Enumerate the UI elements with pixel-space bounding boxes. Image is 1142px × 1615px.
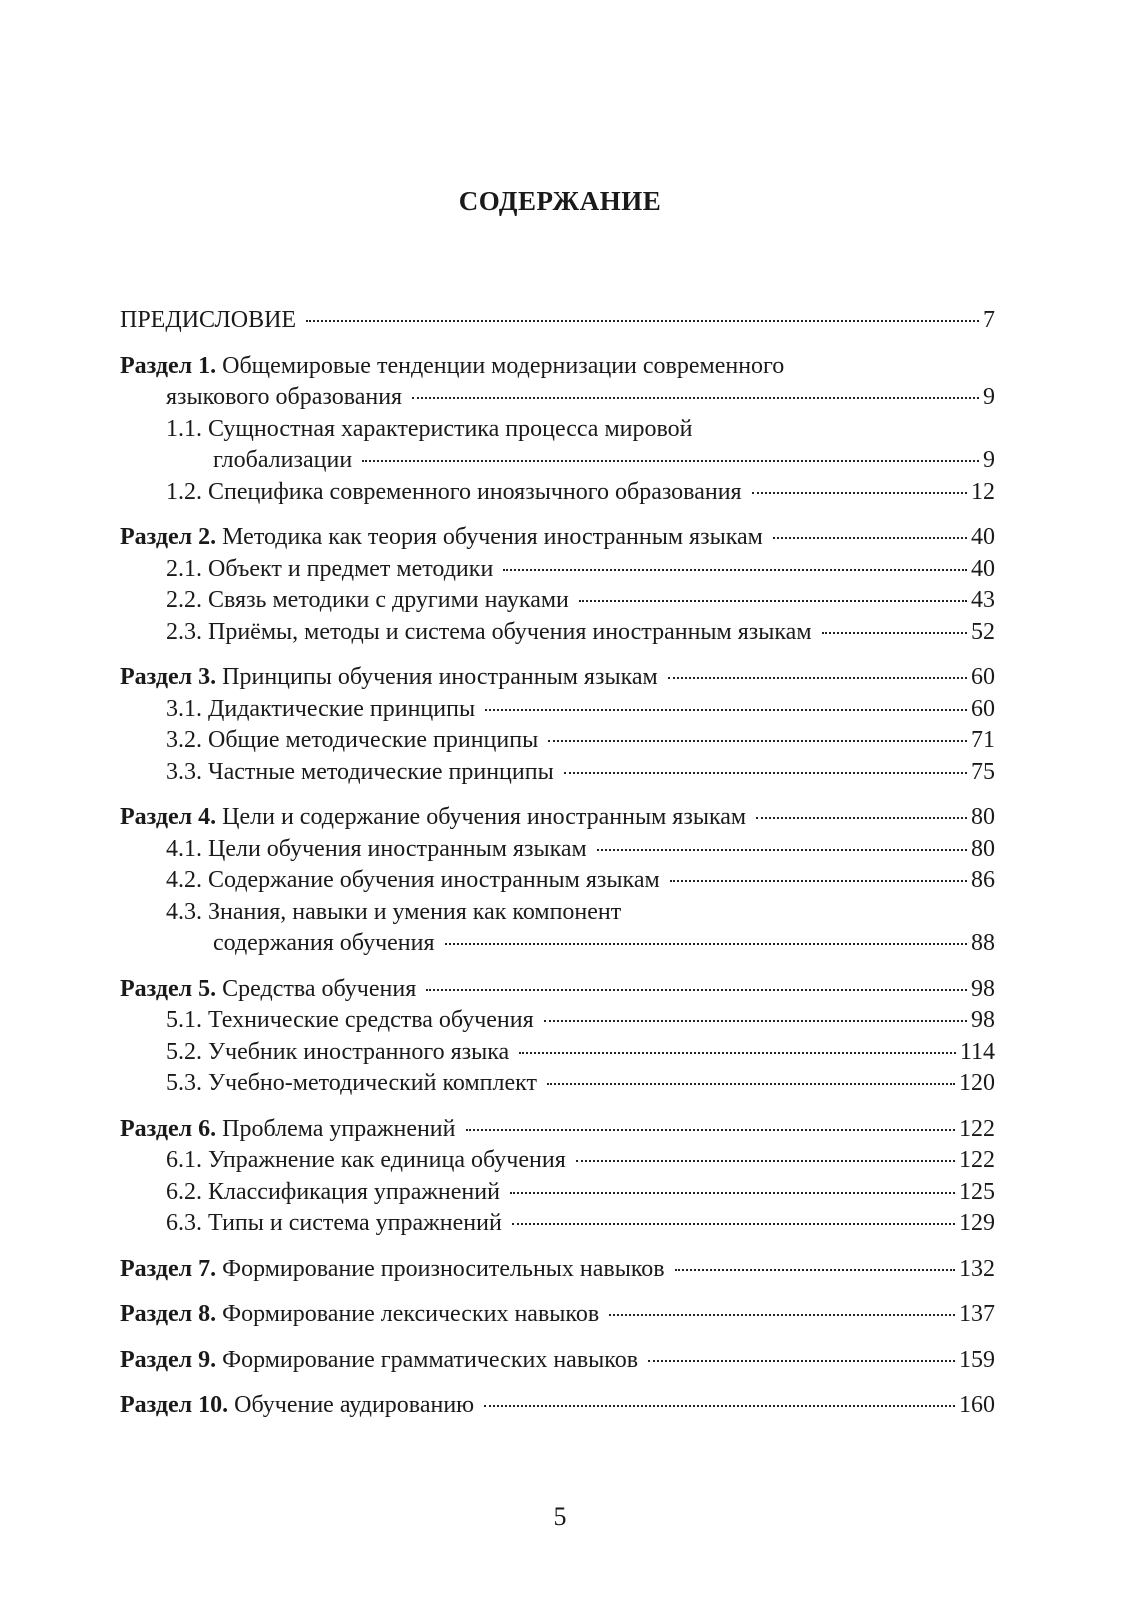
subsection-title: Учебник иностранного языка [208,1038,510,1065]
page-title: СОДЕРЖАНИЕ [458,186,662,216]
subsection-title: Знания, навыки и умения как компонент [208,898,622,925]
toc-page: 12 [971,478,995,505]
dot-leader [485,709,967,711]
subsection-title: Классификация упражнений [208,1178,500,1205]
toc-page: 137 [959,1301,995,1327]
toc-page: 52 [971,618,995,645]
toc-subsection[interactable] [120,554,995,586]
section-title: Обучение аудированию [234,1392,475,1418]
dot-leader [822,632,967,634]
section-number: Раздел 10. [120,1392,229,1418]
subsection-number: 2.2. [166,587,202,613]
toc-section-heading[interactable] [120,662,995,694]
toc-subsection[interactable] [120,477,995,509]
section-title: Формирование лексических навыков [222,1301,600,1327]
toc-section-3 [120,662,995,788]
toc-subsection[interactable] [120,757,995,789]
section-title: Средства обучения [222,975,417,1002]
toc-page: 98 [971,975,995,1002]
subsection-title: Цели обучения иностранным языкам [208,835,587,862]
subsection-title: Сущностная характеристика процесса мировой [208,415,693,442]
toc-subsection[interactable] [120,1005,995,1037]
section-number: Раздел 1. [120,352,217,379]
section-number: Раздел 8. [120,1301,217,1327]
dot-leader [597,849,967,851]
subsection-title-line-2: содержания обучения [213,930,435,956]
section-title: Формирование грамматических навыков [222,1346,639,1373]
toc-subsection[interactable] [120,617,995,649]
toc-subsection[interactable] [120,1208,995,1240]
toc-subsection[interactable] [120,694,995,726]
toc-section-heading-cont[interactable] [120,382,995,414]
toc-section-2 [120,522,995,648]
toc-subsection[interactable] [120,897,995,929]
subsection-number: 6.3. [166,1210,202,1236]
toc-section-heading[interactable] [120,351,995,383]
toc-section-1 [120,351,995,509]
toc-section-4 [120,802,995,960]
subsection-number: 3.3. [166,758,202,785]
subsection-title: Упражнение как единица обучения [208,1147,566,1173]
section-title: Принципы обучения иностранным языкам [222,664,658,690]
dot-leader [519,1052,956,1054]
toc-section-heading[interactable] [120,974,995,1006]
toc-section-9[interactable] [120,1345,995,1377]
toc-page: 114 [959,1038,995,1065]
subsection-title: Объект и предмет методики [208,555,494,582]
table-of-contents [120,305,995,1422]
section-title-line-1: Общемировые тенденции модернизации современного [222,352,785,379]
toc-page: 125 [959,1178,995,1205]
subsection-title: Дидактические принципы [208,695,476,722]
dot-leader [752,492,967,494]
toc-subsection[interactable] [120,1037,995,1069]
toc-preface[interactable] [120,305,995,337]
dot-leader [484,1405,955,1407]
toc-page: 71 [971,727,995,753]
subsection-title-line-2: глобализации [213,447,353,473]
dot-leader [306,320,979,322]
toc-page: 159 [959,1346,995,1373]
toc-section-7[interactable] [120,1254,995,1286]
subsection-number: 4.2. [166,867,202,893]
subsection-number: 5.2. [166,1038,202,1065]
section-title-line-2: языкового образования [166,384,403,410]
toc-section-5 [120,974,995,1100]
toc-subsection-cont[interactable] [120,928,995,960]
toc-section-heading[interactable] [120,522,995,554]
toc-page: 86 [971,867,995,893]
toc-subsection[interactable] [120,585,995,617]
toc-label: ПРЕДИСЛОВИЕ [120,307,297,333]
toc-page: 40 [971,555,995,582]
dot-leader [668,677,967,679]
dot-leader [576,1160,955,1162]
subsection-number: 5.1. [166,1007,202,1033]
dot-leader [675,1269,955,1271]
dot-leader [609,1314,955,1316]
toc-page: 80 [971,804,995,830]
toc-page: 7 [983,307,995,333]
subsection-title: Частные методические принципы [208,758,554,785]
dot-leader [648,1360,955,1362]
dot-leader [773,537,967,539]
toc-subsection[interactable] [120,725,995,757]
subsection-number: 6.1. [166,1147,202,1173]
toc-page: 43 [971,587,995,613]
section-number: Раздел 7. [120,1255,217,1282]
section-number: Раздел 2. [120,524,217,550]
toc-section-heading[interactable] [120,1114,995,1146]
toc-subsection[interactable] [120,414,995,446]
subsection-number: 1.1. [166,415,202,442]
subsection-title: Типы и система упражнений [208,1210,502,1236]
subsection-number: 5.3. [166,1070,202,1096]
toc-subsection[interactable] [120,834,995,866]
toc-page: 88 [971,930,995,956]
dot-leader [548,740,967,742]
toc-subsection[interactable] [120,1145,995,1177]
toc-subsection-cont[interactable] [120,445,995,477]
subsection-title: Содержание обучения иностранным языкам [208,867,660,893]
toc-section-10[interactable] [120,1390,995,1422]
toc-page: 9 [983,447,995,473]
dot-leader [547,1083,955,1085]
subsection-title: Специфика современного иноязычного образования [208,478,742,505]
subsection-number: 4.1. [166,835,202,862]
dot-leader [756,817,967,819]
subsection-title: Общие методические принципы [208,727,539,753]
section-title: Методика как теория обучения иностранным языкам [222,524,763,550]
dot-leader [544,1020,967,1022]
section-number: Раздел 6. [120,1115,217,1142]
subsection-title: Технические средства обучения [208,1007,534,1033]
toc-page: 120 [959,1070,995,1096]
toc-subsection[interactable] [120,1177,995,1209]
subsection-number: 6.2. [166,1178,202,1205]
toc-subsection[interactable] [120,1068,995,1100]
toc-page: 132 [959,1255,995,1282]
toc-page: 75 [971,758,995,785]
subsection-number: 2.1. [166,555,202,582]
section-number: Раздел 9. [120,1346,217,1373]
page-number: 5 [553,1502,567,1531]
toc-section-6 [120,1114,995,1240]
subsection-title: Приёмы, методы и система обучения иностранным языкам [208,618,812,645]
section-title: Цели и содержание обучения иностранным языкам [222,804,747,830]
section-title: Формирование произносительных навыков [222,1255,665,1282]
toc-page: 129 [959,1210,995,1236]
subsection-title: Учебно-методический комплект [208,1070,537,1096]
subsection-number: 3.2. [166,727,202,753]
dot-leader [510,1192,955,1194]
dot-leader [564,772,967,774]
section-number: Раздел 5. [120,975,217,1002]
toc-section-heading[interactable] [120,802,995,834]
dot-leader [466,1129,956,1131]
toc-page: 9 [983,384,995,410]
dot-leader [512,1223,955,1225]
dot-leader [579,600,967,602]
toc-section-8[interactable] [120,1299,995,1331]
dot-leader [362,460,979,462]
toc-subsection[interactable] [120,865,995,897]
subsection-number: 3.1. [166,695,202,722]
dot-leader [503,569,967,571]
toc-page: 160 [959,1392,995,1418]
toc-page: 40 [971,524,995,550]
dot-leader [412,397,979,399]
dot-leader [445,943,967,945]
section-number: Раздел 3. [120,664,217,690]
toc-page: 80 [971,835,995,862]
toc-page: 60 [971,695,995,722]
section-number: Раздел 4. [120,804,217,830]
toc-page: 98 [971,1007,995,1033]
subsection-number: 4.3. [166,898,202,925]
toc-page: 122 [959,1147,995,1173]
subsection-title: Связь методики с другими науками [208,587,569,613]
subsection-number: 2.3. [166,618,202,645]
subsection-number: 1.2. [166,478,202,505]
toc-page: 60 [971,664,995,690]
dot-leader [670,880,967,882]
section-title: Проблема упражнений [222,1115,456,1142]
dot-leader [426,989,967,991]
toc-page: 122 [959,1115,995,1142]
